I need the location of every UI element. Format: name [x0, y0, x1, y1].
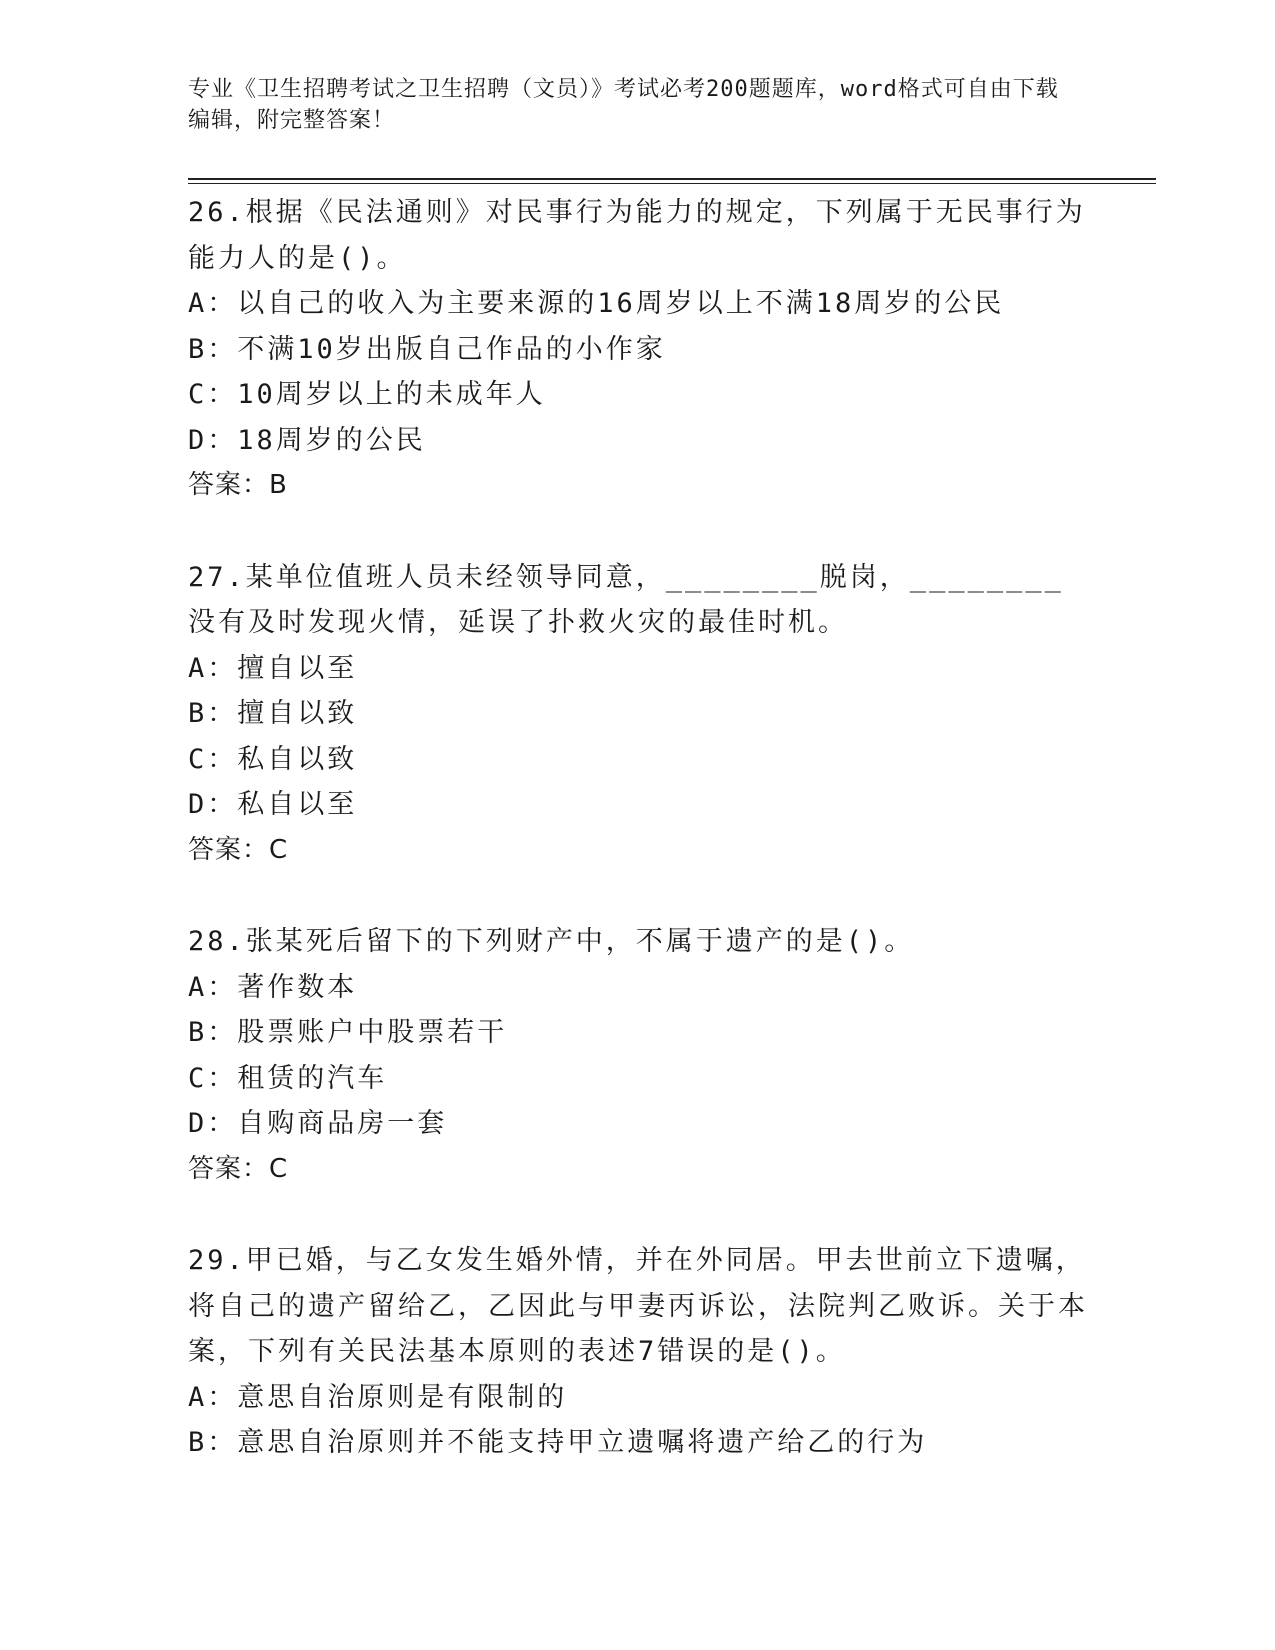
- header-divider: [188, 178, 1156, 180]
- option-a: A：意思自治原则是有限制的: [188, 1381, 568, 1413]
- question-29: [188, 1238, 1088, 1466]
- answer-text: 答案：B: [188, 470, 288, 500]
- question-stem: 27.某单位值班人员未经领导同意，________脱岗，________没有及时发现火情，延误了扑救火灾的最佳时机。: [188, 561, 1064, 638]
- option-a: A：著作数本: [188, 971, 358, 1003]
- option-b: B：股票账户中股票若干: [188, 1017, 508, 1048]
- question-27: [188, 555, 1088, 874]
- question-stem: 29.甲已婚，与乙女发生婚外情，并在外同居。甲去世前立下遗嘱，将自己的遗产留给乙，乙因此与甲妻丙诉讼，法院判乙败诉。关于本案，下列有关民法基本原则的表述7错误的是()。: [188, 1245, 1088, 1367]
- option-d: D：18周岁的公民: [188, 424, 426, 456]
- option-c: C：10周岁以上的未成年人: [188, 379, 546, 410]
- document-header: 专业《卫生招聘考试之卫生招聘（文员）》考试必考200题题库，word格式可自由下载编辑，附完整答案！: [188, 77, 1059, 133]
- option-a: A：擅自以至: [188, 652, 358, 684]
- option-d: D：私自以至: [188, 789, 358, 820]
- option-c: C：租赁的汽车: [188, 1062, 388, 1094]
- question-stem: 26.根据《民法通则》对民事行为能力的规定，下列属于无民事行为能力人的是()。: [188, 197, 1086, 274]
- question-28: [188, 919, 1088, 1192]
- question-list: [188, 190, 1088, 1512]
- answer-text: 答案：C: [188, 1153, 289, 1184]
- question-stem: 28.张某死后留下的下列财产中，不属于遗产的是()。: [188, 926, 915, 957]
- option-a: A：以自己的收入为主要来源的16周岁以上不满18周岁的公民: [188, 288, 1005, 319]
- question-26: [188, 190, 1088, 509]
- answer-text: 答案：C: [188, 834, 289, 865]
- header-divider-thin: [188, 183, 1156, 184]
- option-d: D：自购商品房一套: [188, 1108, 448, 1139]
- option-c: C：私自以致: [188, 743, 358, 775]
- option-b: B：不满10岁出版自己作品的小作家: [188, 333, 666, 365]
- option-b: B：意思自治原则并不能支持甲立遗嘱将遗产给乙的行为: [188, 1427, 928, 1458]
- option-b: B：擅自以致: [188, 698, 358, 729]
